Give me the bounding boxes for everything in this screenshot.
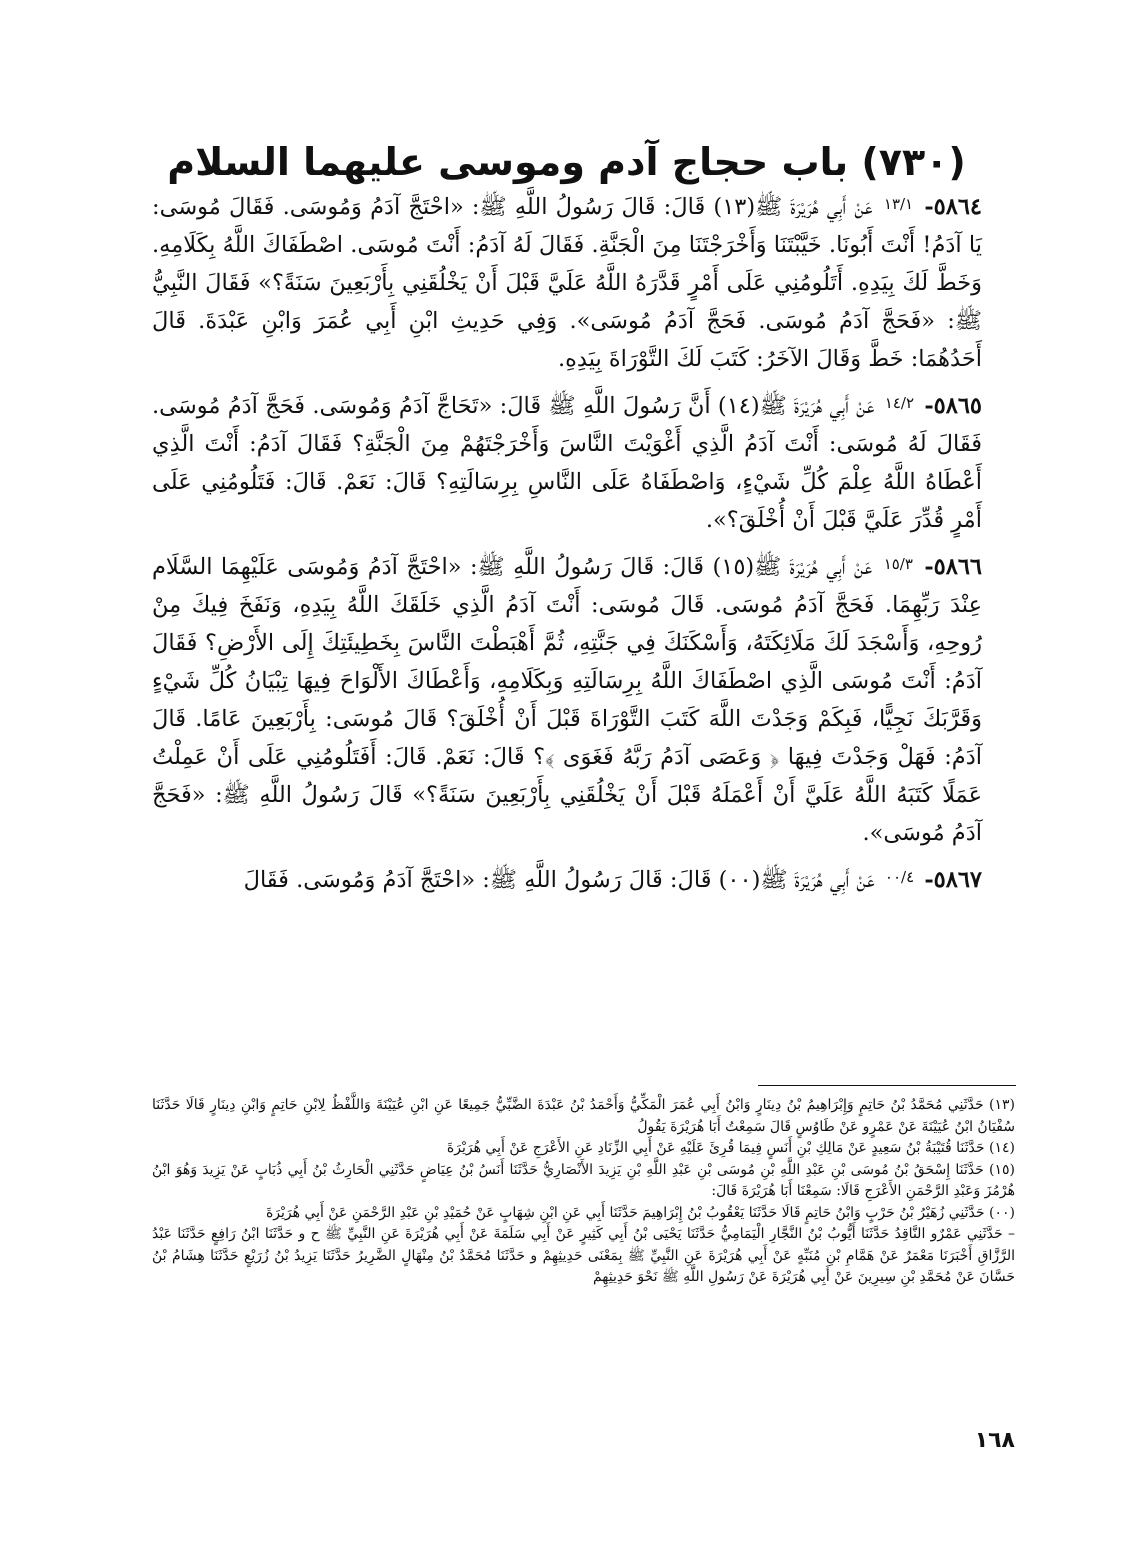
hadith-number: ٥٨٦٥- [924,393,982,419]
chapter-title: (٧٣٠) باب حجاج آدم وموسى عليهما السلام [167,140,966,185]
page-number: ١٦٨ [974,1428,1015,1453]
hadith-number: ٥٨٦٦- [924,554,982,580]
footnote-marker: (١٥) [989,1161,1016,1178]
hadith-text: عَنْ أَبِي هُرَيْرَةَ ﷺ(١٥) قَالَ: قَالَ رَسُولُ اللَّهِ ﷺ: «احْتَجَّ آدَمُ وَمُوسَى عَلَيْهِمَا السَّلَام عِنْدَ رَبِّهِمَا. فَحَجَّ آدَمُ مُوسَى. قَالَ مُوسَى: أَنْتَ آدَمُ الَّذِي خَلَقَكَ اللَّهُ بِيَدِهِ، وَنَفَخَ فِيكَ مِنْ رُوحِهِ، وَأَسْجَدَ لَكَ مَلَائِكَتَهُ، وَأَسْكَنَكَ فِي جَنَّتِهِ، ثُمَّ أَهْبَطْتَ النَّاسَ بِخَطِيئَتِكَ إِلَى الأَرْضِ؟ فَقَالَ آدَمُ: أَنْتَ مُوسَى الَّذِي اصْطَفَاكَ اللَّهُ بِرِسَالَتِهِ وَبِكَلَامِهِ، وَأَعْطَاكَ الأَلْوَاحَ فِيهَا تِبْيَانُ كُلِّ شَيْءٍ وَقَرَّبَكَ نَجِيًّا، فَبِكَمْ وَجَدْتَ اللَّهَ كَتَبَ التَّوْرَاةَ قَبْلَ أَنْ أُخْلَقَ؟ قَالَ مُوسَى: بِأَرْبَعِينَ عَامًا. قَالَ آدَمُ: فَهَلْ وَجَدْتَ فِيهَا ﴿ وَعَصَى آدَمُ رَبَّهُ فَغَوَى ﴾؟ قَالَ: نَعَمْ. قَالَ: أَفَتَلُومُنِي عَلَى أَنْ عَمِلْتُ عَمَلًا كَتَبَهُ اللَّهُ عَلَيَّ أَنْ أَعْمَلَهُ قَبْلَ أَنْ يَخْلُقَنِي بِأَرْبَعِينَ سَنَةً؟» قَالَ رَسُولُ اللَّهِ ﷺ: «فَحَجَّ آدَمُ مُوسَى». [152,554,982,846]
hadith-number: ٥٨٦٧- [924,867,982,893]
hadith-text: عَنْ أَبِي هُرَيْرَةَ ﷺ(١٤) أَنَّ رَسُولَ اللَّهِ ﷺ قَالَ: «تَحَاجَّ آدَمُ وَمُوسَى. فَحَجَّ آدَمُ مُوسَى. فَقَالَ لَهُ مُوسَى: أَنْتَ آدَمُ الَّذِي أَغْوَيْتَ النَّاسَ وَأَخْرَجْتَهُمْ مِنَ الْجَنَّةِ؟ فَقَالَ آدَمُ: أَنْتَ الَّذِي أَعْطَاهُ اللَّهُ عِلْمَ كُلِّ شَيْءٍ، وَاصْطَفَاهُ عَلَى النَّاسِ بِرِسَالَتِهِ؟ قَالَ: نَعَمْ. قَالَ: فَتَلُومُنِي عَلَى أَمْرٍ قُدِّرَ عَلَيَّ قَبْلَ أَنْ أُخْلَقَ؟». [152,393,982,533]
footnote [152,1160,1015,1203]
hadith-ref: ١٥/٣ [883,555,913,573]
footnote-marker: (١٣) [989,1097,1016,1113]
footnote-text: حَدَّثَنَا إِسْحَقُ بْنُ مُوسَى بْنِ عَبْدِ اللَّهِ بْنِ مُوسَى بْنِ عَبْدِ اللَّهِ بْنِ يَزِيدَ الأَنْصَارِيُّ حَدَّثَنَا أَنَسُ بْنُ عِيَاضٍ حَدَّثَنِي الْحَارِثُ بْنُ أَبِي ذُبَابٍ عَنْ يَزِيدَ وَهُوَ ابْنُ هُرْمُزَ وَعَبْدِ الرَّحْمَنِ الأَعْرَجِ قَالَا: سَمِعْنَا أَبَا هُرَيْرَةَ قَالَ: [152,1161,1015,1199]
footnote-marker: (٠٠) [989,1204,1015,1221]
hadith-number: ٥٨٦٤- [924,194,983,220]
hadith-text: عَنْ أَبِي هُرَيْرَةَ ﷺ(٠٠) قَالَ: قَالَ رَسُولُ اللَّهِ ﷺ: «احْتَجَّ آدَمُ وَمُوسَى. فَقَالَ [243,867,875,893]
footnote [152,1203,1015,1225]
hadith-text: عَنْ أَبِي هُرَيْرَةَ ﷺ(١٣) قَالَ: قَالَ رَسُولُ اللَّهِ ﷺ: «احْتَجَّ آدَمُ وَمُوسَى. فَقَالَ مُوسَى: يَا آدَمُ! أَنْتَ أَبُونَا. خَيَّبْتَنَا وَأَخْرَجْتَنَا مِنَ الْجَنَّةِ. فَقَالَ لَهُ آدَمُ: أَنْتَ مُوسَى. اصْطَفَاكَ اللَّهُ بِكَلَامِهِ. وَخَطَّ لَكَ بِيَدِهِ. أَتَلُومُنِي عَلَى أَمْرٍ قَدَّرَهُ اللَّهُ عَلَيَّ قَبْلَ أَنْ يَخْلُقَنِي بِأَرْبَعِينَ سَنَةً؟» فَقَالَ النَّبِيُّ ﷺ: «فَحَجَّ آدَمُ مُوسَى. فَحَجَّ آدَمُ مُوسَى». وَفِي حَدِيثِ ابْنِ أَبِي عُمَرَ وَابْنِ عَبْدَةَ. قَالَ أَحَدُهُمَا: خَطَّ وَقَالَ الآخَرُ: كَتَبَ لَكَ التَّوْرَاةَ بِيَدِهِ. [152,194,982,372]
hadith-5866 [152,545,982,852]
hadith-5864 [152,185,982,378]
footnote-marker: (١٤) [989,1140,1015,1156]
footnote [152,1095,1015,1138]
footnote-text: حَدَّثَنِي مُحَمَّدُ بْنُ حَاتِمٍ وَإِبْرَاهِيمُ بْنُ دِينَارٍ وَابْنُ أَبِي عُمَرَ الْمَكِّيُّ وَأَحْمَدُ بْنُ عَبْدَةَ الضَّبِّيُّ جَمِيعًا عَنِ ابْنِ عُيَيْنَةَ وَاللَّفْظُ لِابْنِ حَاتِمٍ وَابْنِ دِينَارٍ قَالَا حَدَّثَنَا سُفْيَانُ ابْنُ عُيَيْنَةَ عَنْ عَمْرٍو عَنْ طَاوُسٍ قَالَ سَمِعْتُ أَبَا هُرَيْرَةَ يَقُولُ [152,1097,1015,1135]
footnote-text: حَدَّثَنِي زُهَيْرُ بْنُ حَرْبٍ وَابْنُ حَاتِمٍ قَالَا حَدَّثَنَا يَعْقُوبُ بْنُ إِبْرَاهِيمَ حَدَّثَنَا أَبِي عَنِ ابْنِ شِهَابٍ عَنْ حُمَيْدِ بْنِ عَبْدِ الرَّحْمَنِ عَنْ أَبِي هُرَيْرَةَ [265,1204,985,1221]
hadith-ref: ٠٠/٤ [884,868,915,886]
footnote-continuation: – حَدَّثَنِي عَمْرٌو النَّاقِدُ حَدَّثَنَا أَيُّوبُ بْنُ النَّجَّارِ الْيَمَامِيُّ حَدَّثَنَا يَحْيَى بْنُ أَبِي كَثِيرٍ عَنْ أَبِي سَلَمَةَ عَنْ أَبِي هُرَيْرَةَ عَنِ النَّبِيِّ ﷺ ح و حَدَّثَنَا ابْنُ رَافِعٍ حَدَّثَنَا عَبْدُ الرَّزَّاقِ أَخْبَرَنَا مَعْمَرٌ عَنْ هَمَّامِ بْنِ مُنَبِّهٍ عَنْ أَبِي هُرَيْرَةَ عَنِ النَّبِيِّ ﷺ بِمَعْنَى حَدِيثِهِمْ و حَدَّثَنَا مُحَمَّدُ بْنُ مِنْهَالٍ الضَّرِيرُ حَدَّثَنَا يَزِيدُ بْنُ زُرَيْعٍ حَدَّثَنَا هِشَامُ بْنُ حَسَّانَ عَنْ مُحَمَّدِ بْنِ سِيرِينَ عَنْ أَبِي هُرَيْرَةَ عَنْ رَسُولِ اللَّهِ ﷺ نَحْوَ حَدِيثِهِمْ [152,1226,1015,1285]
hadith-5867 [152,858,982,899]
footnotes [152,1095,1015,1289]
hadith-ref: ١٣/١ [883,195,914,213]
footnote [152,1138,1015,1160]
hadith-5865 [152,384,982,539]
hadith-ref: ١٤/٢ [884,394,915,412]
footnote-text: حَدَّثَنَا قُتَيْبَةُ بْنُ سَعِيدٍ عَنْ مَالِكِ بْنِ أَنَسٍ فِيمَا قُرِئَ عَلَيْهِ عَنْ أَبِي الزِّنَادِ عَنِ الأَعْرَجِ عَنْ أَبِي هُرَيْرَةَ [446,1140,985,1156]
footnote-divider [758,1085,1016,1086]
hadith-list [152,185,982,905]
